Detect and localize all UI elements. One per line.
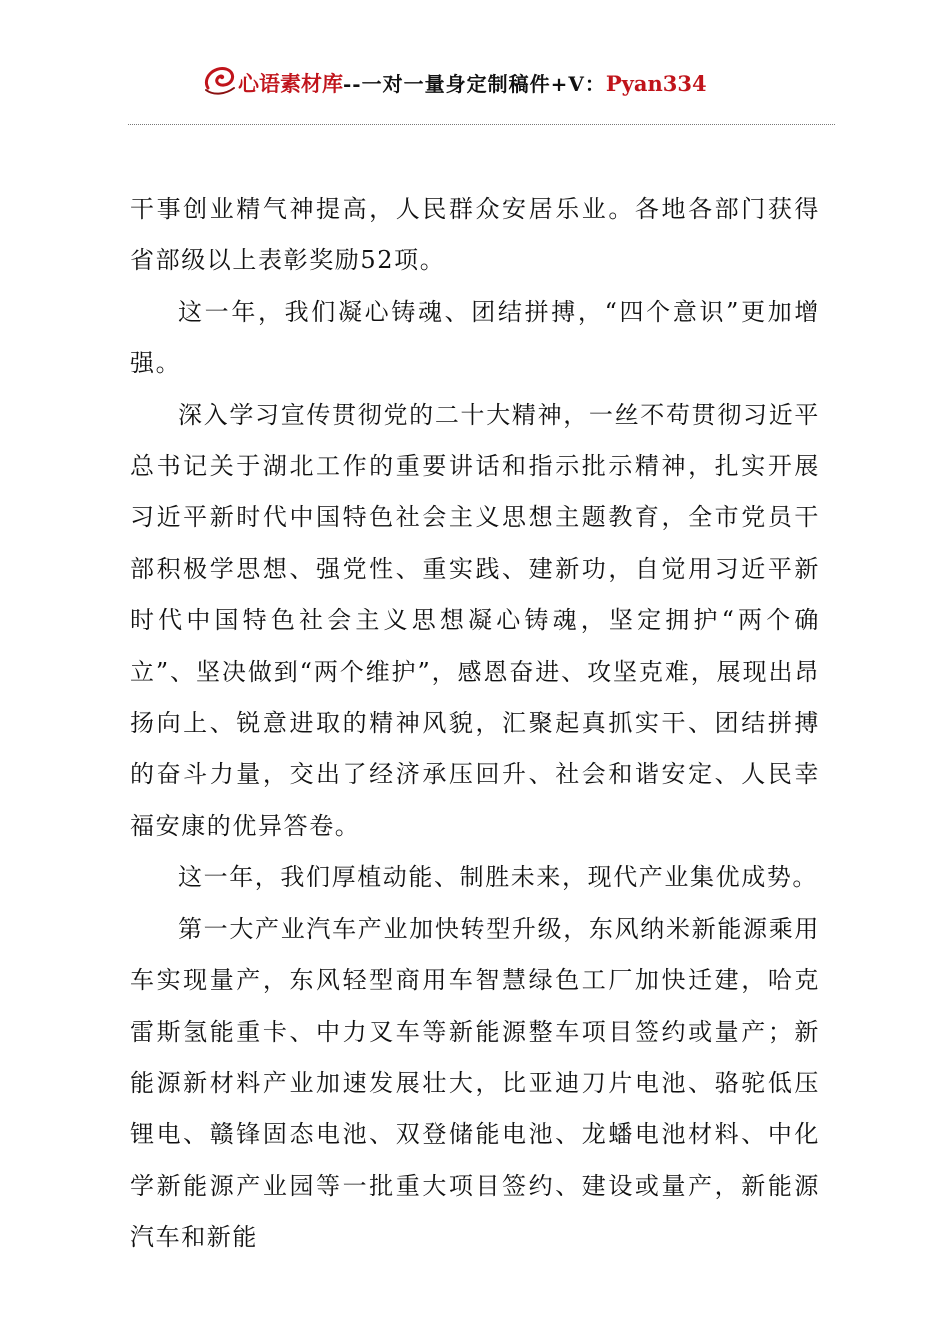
paragraph: 第一大产业汽车产业加快转型升级，东风纳米新能源乘用车实现量产，东风轻型商用车智慧绿色工厂加快迁建，哈克雷斯氢能重卡、中力叉车等新能源整车项目签约或量产；新能源新材料产业加速发展壮大，比亚迪刀片电池、骆驼低压锂电、赣锋固态电池、双登储能电池、龙蟠电池材料、中化学新能源产业园等一批重大项目签约、建设或量产，新能源汽车和新能 [130,914,820,1252]
paragraph: 深入学习宣传贯彻党的二十大精神，一丝不苟贯彻习近平总书记关于湖北工作的重要讲话和指示批示精神，扎实开展习近平新时代中国特色社会主义思想主题教育，全市党员干部积极学思想、强党性、重实践、建新功，自觉用习近平新时代中国特色社会主义思想凝心铸魂，坚定拥护“两个确立”、坚决做到“两个维护”，感恩奋进、攻坚克难，展现出昂扬向上、锐意进取的精神风貌，汇聚起真抓实干、团结拼搏的奋斗力量，交出了经济承压回升、社会和谐安定、人民幸福安康的优异答卷。 [130,400,820,840]
header-slogan: --一对一量身定制稿件+V： [343,72,606,96]
header-text [238,68,707,98]
contact-id: Pyan334 [605,71,707,96]
brand-name: 心语素材库 [238,71,343,96]
page-header [0,58,950,108]
paragraph: 干事创业精气神提高，人民群众安居乐业。各地各部门获得省部级以上表彰奖励52项。 [130,195,820,275]
paragraph: 这一年，我们凝心铸魂、团结拼搏，“四个意识”更加增强。 [130,297,820,378]
document-body [130,184,820,1264]
paragraph: 这一年，我们厚植动能、制胜未来，现代产业集优成势。 [178,863,818,892]
swirl-logo-icon [200,60,240,100]
header-divider [128,124,835,125]
